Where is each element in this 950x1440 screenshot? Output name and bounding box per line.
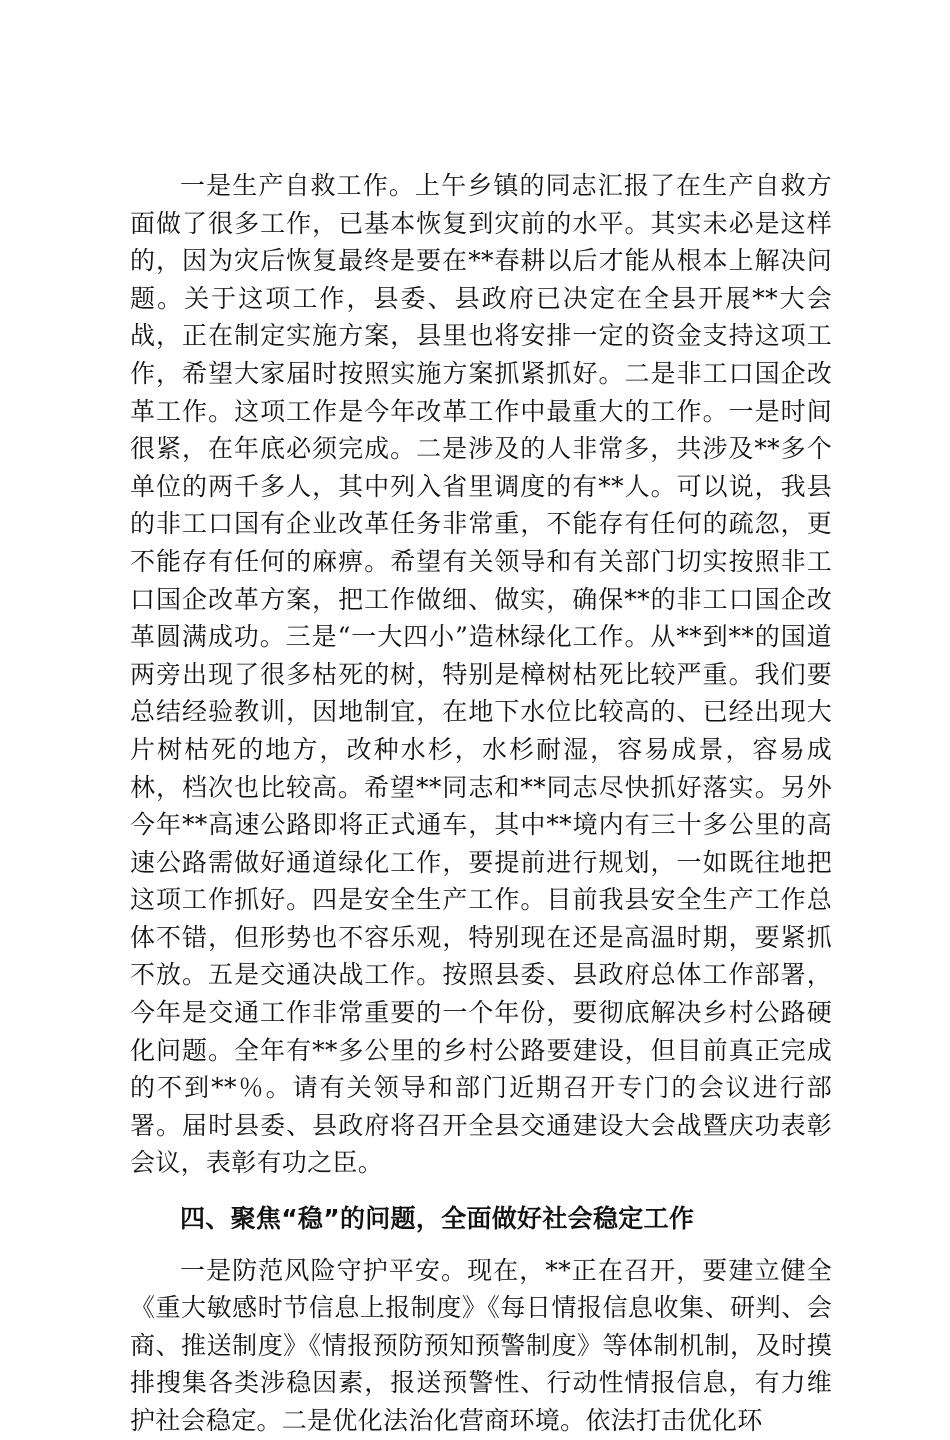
- document-body: [130, 167, 832, 1440]
- body-paragraph: 一是防范风险守护平安。现在，**正在召开，要建立健全《重大敏感时节信息上报制度》《每日情报信息收集、研判、会商、推送制度》《情报预防预知预警制度》等体制机制，及时摸排搜集各类涉稳因素，报送预警性、行动性情报信息，有力维护社会稳定。二是优化法治化营商环境。依法打击优化环: [130, 1255, 832, 1435]
- body-paragraph: 一是生产自救工作。上午乡镇的同志汇报了在生产自救方面做了很多工作，已基本恢复到灾前的水平。其实未必是这样的，因为灾后恢复最终是要在**春耕以后才能从根本上解决问题。关于这项工作，县委、县政府已决定在全县开展**大会战，正在制定实施方案，县里也将安排一定的资金支持这项工作，希望大家届时按照实施方案抓紧抓好。二是非工口国企改革工作。这项工作是今年改革工作中最重大的工作。一是时间很紧，在年底必须完成。二是涉及的人非常多，共涉及**多个单位的两千多人，其中列入省里调度的有**人。可以说，我县的非工口国有企业改革任务非常重，不能存有任何的疏忽，更不能存有任何的麻痹。希望有关领导和有关部门切实按照非工口国企改革方案，把工作做细、做实，确保**的非工口国企改革圆满成功。三是“一大四小”造林绿化工作。从**到**的国道两旁出现了很多枯死的树，特别是樟树枯死比较严重。我们要总结经验教训，因地制宜，在地下水位比较高的、已经出现大片树枯死的地方，改种水杉，水杉耐湿，容易成景，容易成林，档次也比较高。希望**同志和**同志尽快抓好落实。另外今年**高速公路即将正式通车，其中**境内有三十多公里的高速公路需做好通道绿化工作，要提前进行规划，一如既往地把这项工作抓好。四是安全生产工作。目前我县安全生产工作总体不错，但形势也不容乐观，特别现在还是高温时期，要紧抓不放。五是交通决战工作。按照县委、县政府总体工作部署，今年是交通工作非常重要的一个年份，要彻底解决乡村公路硬化问题。全年有**多公里的乡村公路要建设，但目前真正完成的不到**％。请有关领导和部门近期召开专门的会议进行部署。届时县委、县政府将召开全县交通建设大会战暨庆功表彰会议，表彰有功之臣。: [130, 171, 832, 1178]
- section-heading: 四、聚焦“稳”的问题，全面做好社会稳定工作: [180, 1204, 695, 1234]
